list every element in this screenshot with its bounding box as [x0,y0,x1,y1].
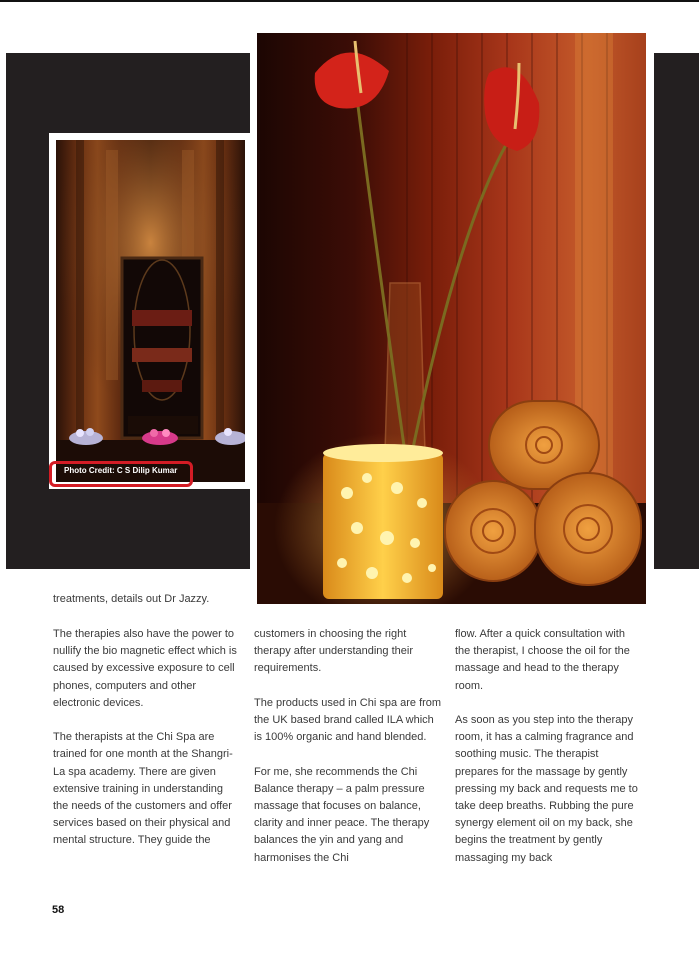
paragraph: The products used in Chi spa are from the UK based brand called ILA which is 100% organic and hand blended. [254,696,442,744]
top-rule [0,0,699,2]
dark-band-right [654,53,699,569]
paragraph: For me, she recommends the Chi Balance therapy – a palm pressure massage that focuses on balance, clarity and inner peace. The therapy balances the yin and yang and harmonises the Chi [254,765,430,864]
page-number: 58 [52,904,65,916]
text-column-2 [254,626,442,884]
paragraph: customers in choosing the right therapy after understanding their requirements. [254,628,413,675]
paragraph: As soon as you step into the therapy room, it has a calming fragrance and soothing music. The therapist prepares for the massage by gently pressing my back and requests me to take deep breaths. Rubbing the pure synergy element oil on my back, she begins the treatment by gently massaging my back [455,714,638,864]
text-column-3 [455,626,643,884]
paragraph: The therapists at the Chi Spa are trained for one month at the Shangri-La spa academy. There are given extensive training in understanding the needs of the customers and offer services based on their physical and mental structure. They guide the [53,731,233,847]
lead-text: treatments, details out Dr Jazzy. [53,593,210,605]
spa-candle-towels-photo [257,33,646,604]
text-column-1 [53,626,241,867]
paragraph: flow. After a quick consultation with the therapist, I choose the oil for the massage and head to the therapy room. [455,628,630,692]
paragraph: The therapies also have the power to nullify the bio magnetic effect which is caused by excessive exposure to cell phones, computers and other electronic devices. [53,628,237,709]
spa-lobby-photo [49,133,252,489]
spa-lobby-image [56,140,245,482]
photo-credit-text: Photo Credit: C S Dilip Kumar [64,466,178,475]
